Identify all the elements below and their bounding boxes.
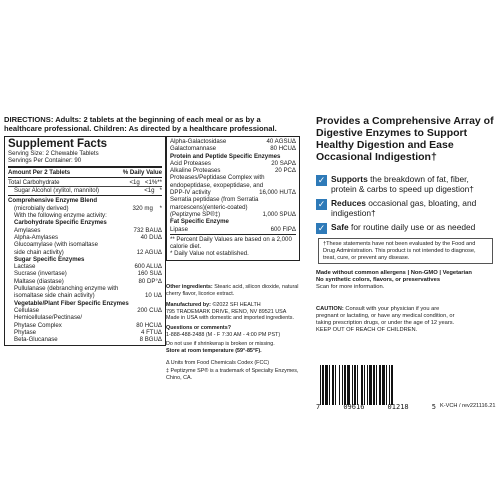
enzyme-row: Sucrase (invertase) 160 SUΔ <box>14 270 162 278</box>
trademark-note: ‡ Peptizyme SP® is a trademark of Specialty Enzymes, Chino, CA. <box>166 368 299 381</box>
enzyme-row: Serratia peptidase (from Serratia <box>170 196 259 204</box>
barcode <box>318 365 428 405</box>
supplement-facts-panel-continued <box>166 136 300 261</box>
checkmark-icon: ✓ <box>317 223 326 233</box>
fda-disclaimer: †These statements have not been evaluated by the Food and Drug Administration. This product is not intended to diagnose, treat, cure, or prevent any disease. <box>318 238 493 264</box>
enzyme-row: Maltase (diastase) 80 DP°Δ <box>14 277 162 285</box>
enzyme-row: marcescens)(enteric-coated) <box>170 203 248 211</box>
enzyme-row: Proteases/Peptidase Complex with <box>170 174 265 182</box>
directions-text: Adults: 2 tablets at the beginning of each meal or as by a healthcare professional. Children: As directed by a healthcare professional. <box>4 115 277 133</box>
supplement-facts-title: Supplement Facts <box>8 138 108 150</box>
shrinkwrap-note: Do not use if shrinkwrap is broken or missing. <box>166 341 275 347</box>
checkmark-icon: ✓ <box>317 199 326 209</box>
enzyme-row: Hemicellulase/Pectinase/ <box>14 314 83 322</box>
storage-note: Store at room temperature (59°-85°F). <box>166 348 262 354</box>
caution: CAUTION: Consult with your physician if you are pregnant or lactating, or have any medical condition, or taking prescription drugs, or under the age of 12 years. KEEP OUT OF REACH OF CHILDREN. <box>316 306 455 333</box>
enzyme-row: Alkaline Proteases 20 PCΔ <box>170 167 296 175</box>
blend-title: Comprehensive Enzyme Blend <box>8 197 98 205</box>
serving-size: Serving Size: 2 Chewable Tablets <box>8 150 99 157</box>
directions <box>4 115 300 133</box>
enzyme-row: Beta-Glucanase 8 BGUΔ <box>14 336 162 344</box>
plant-enzymes-title: Vegetable/Plant Fiber Specific Enzymes <box>14 299 129 307</box>
enzyme-row: Alpha-Amylases 40 DUΔ <box>14 233 162 241</box>
benefit-item: ✓ Supports the breakdown of fat, fiber, protein & carbs to speed up digestion† <box>317 174 474 194</box>
supplement-facts-panel <box>4 136 166 346</box>
col-amount: Amount Per 2 Tablets <box>8 168 71 176</box>
other-ingredients: Other ingredients: Stearic acid, silicon dioxide, natural cherry flavor, licorice extract. <box>166 284 299 297</box>
col-dv: % Daily Value <box>122 168 162 176</box>
enzyme-row: side chain activity) 12 AGUΔ <box>14 248 162 256</box>
enzyme-row: DPP-IV activity 16,000 HUTΔ <box>170 189 296 197</box>
enzyme-row: Phytase Complex 80 HCUΔ <box>14 321 162 329</box>
servings-per-container: Servings Per Container: 90 <box>8 157 82 165</box>
enzyme-row: Cellulase 200 CUΔ <box>14 306 162 314</box>
enzyme-row: Glucoamylase (with isomaltase <box>14 241 98 249</box>
nutrient-row: Total Carbohydrate <1g <1%** <box>8 178 162 186</box>
blend-with: With the following enzyme activity: <box>14 212 107 220</box>
allergen-info: Made without common allergens | Non-GMO | Vegetarian No synthetic colors, flavors, or preservatives Scan for more information. <box>316 270 472 290</box>
sugar-enzymes-title: Sugar Specific Enzymes <box>14 255 85 263</box>
fat-enzymes-title: Fat Specific Enzyme <box>170 218 229 226</box>
nutrient-row: Sugar Alcohol (xylitol, mannitol) <1g * <box>14 187 162 195</box>
lot-code: K-VCH / rev221116.21 <box>440 403 496 409</box>
protein-enzymes-title: Protein and Peptide Specific Enzymes <box>170 152 281 160</box>
blend-row: (microbially derived) 320 mg * <box>14 204 162 212</box>
enzyme-row: Galactomannase 80 HCUΔ <box>170 145 296 153</box>
checkmark-icon: ✓ <box>317 175 326 185</box>
benefits-list <box>316 174 496 238</box>
enzyme-row: Alpha-Galactosidase 40 AGSUΔ <box>170 138 296 145</box>
enzyme-row: Pullulanase (debranching enzyme with <box>14 285 119 293</box>
benefit-item: ✓ Reduces occasional gas, bloating, and indigestion† <box>317 198 477 218</box>
carb-enzymes-title: Carbohydrate Specific Enzymes <box>14 219 107 227</box>
headline: Provides a Comprehensive Array of Digestive Enzymes to Support Healthy Digestion and Ease Occasional Indigestion† <box>316 115 494 163</box>
footnote-percent-dv: ** Percent Daily Values are based on a 2,000 calorie diet. <box>170 235 292 251</box>
enzyme-row: (Peptizyme SP®‡) 1,000 SPUΔ <box>170 210 296 218</box>
barcode-number: 7 09616 01218 5 <box>316 403 436 411</box>
benefit-item: ✓ Safe for routine daily use or as needed <box>317 222 476 233</box>
enzyme-row: endopeptidase, exopeptidase, and <box>170 181 264 189</box>
footnote-dv-not-established: * Daily Value not established. <box>170 250 249 258</box>
questions: Questions or comments? 1-888-488-2488 (M - F 7:30 AM - 4:00 PM PST) <box>166 325 281 338</box>
column-headers <box>8 169 162 176</box>
enzyme-row: Phytase 4 FTUΔ <box>14 328 162 336</box>
enzyme-row: Amylases 732 BAUΔ <box>14 226 162 234</box>
enzyme-row: Lipase 600 FIPΔ <box>170 225 296 233</box>
enzyme-row: Lactase 600 ALUΔ <box>14 263 162 271</box>
enzyme-row: isomaltase side chain activity) 10 UΔ <box>14 292 162 300</box>
directions-label: DIRECTIONS: <box>4 115 54 124</box>
enzyme-row: Acid Proteases 20 SAPΔ <box>170 159 296 167</box>
fcc-note: Δ Units from Food Chemicals Codex (FCC) <box>166 360 270 366</box>
manufacturer: Manufactured by: ©2022 SFI HEALTH 795 TRADEMARK DRIVE, RENO, NV 89521 USA Made in USA with domestic and imported ingredients. <box>166 302 294 321</box>
